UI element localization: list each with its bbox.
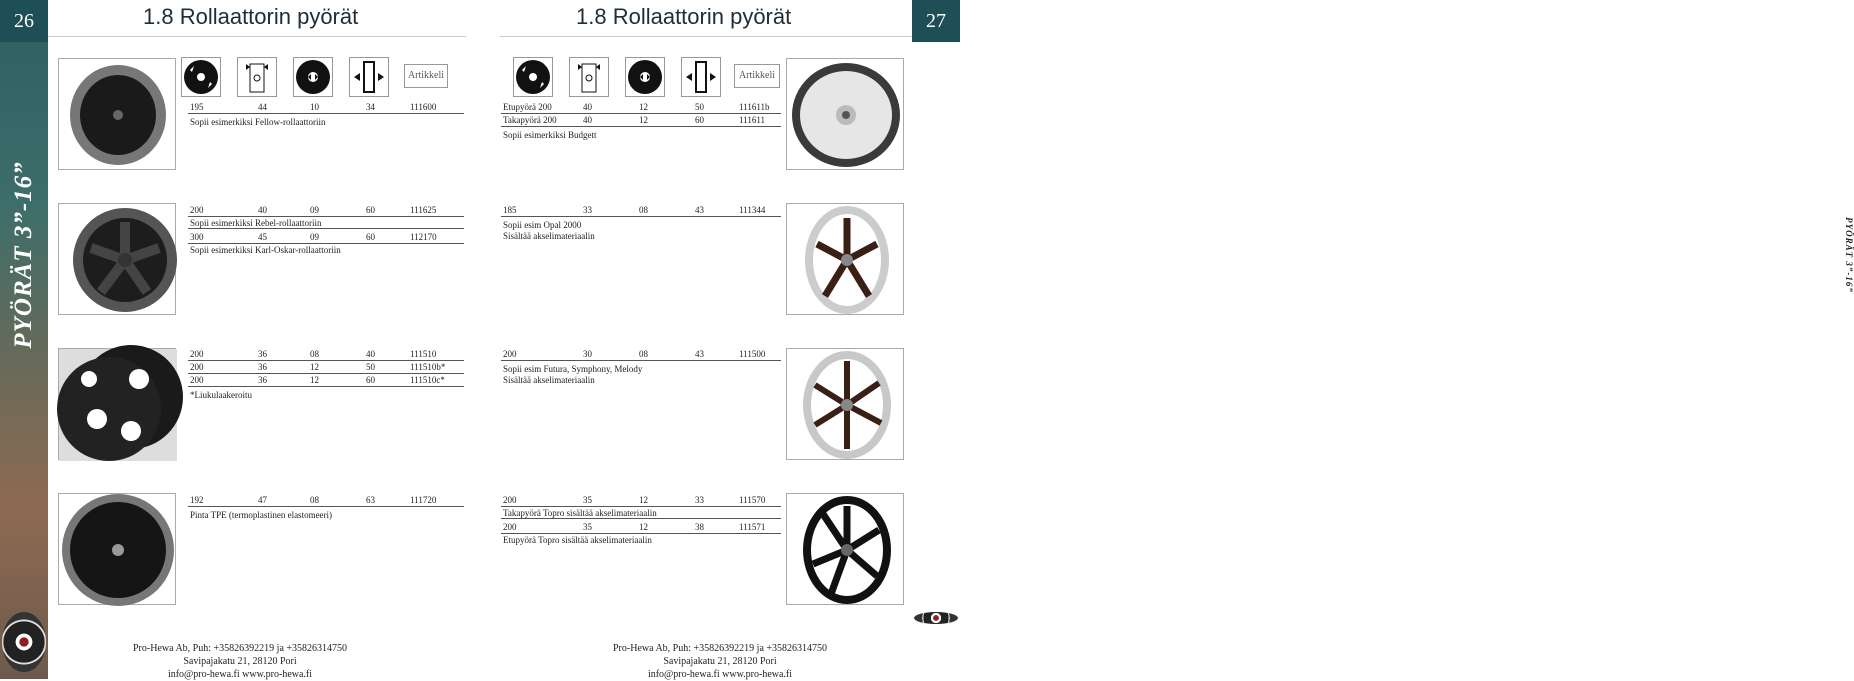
spec-cell: 12 [639, 522, 648, 532]
wheel-diameter-icon [181, 57, 221, 97]
spec-cell: 33 [583, 205, 592, 215]
spec-cell: 36 [258, 375, 267, 385]
spec-cell: 12 [310, 375, 319, 385]
spec-cell: 36 [258, 362, 267, 372]
right-side-label: PYÖRÄT 3”-16” [1844, 217, 1854, 293]
spec-row [501, 349, 781, 361]
right-footer-line: Pro-Hewa Ab, Puh: +35826392219 ja +35826314750 [612, 643, 828, 654]
wheel-photo-111720 [58, 493, 176, 605]
spec-cell: 38 [695, 522, 704, 532]
spec-cell: 35 [583, 522, 592, 532]
spec-row [188, 232, 464, 244]
spec-cell: 111500 [739, 349, 766, 359]
spec-cell: 111510 [410, 349, 437, 359]
spec-cell: 200 [190, 375, 204, 385]
spec-cell: Takapyörä 200 [503, 115, 557, 125]
left-page-number: 26 [0, 0, 48, 42]
spec-row [501, 495, 781, 507]
left-page-title: 1.8 Rollaattorin pyörät [143, 4, 359, 29]
left-footer-line: info@pro-hewa.fi www.pro-hewa.fi [167, 669, 313, 680]
wheel-photo-111611 [786, 58, 904, 170]
left-footer [90, 642, 390, 681]
spec-note: Sopii esimerkiksi Karl-Oskar-rollaattoriin [190, 245, 341, 255]
spec-cell: 60 [366, 205, 375, 215]
spec-cell: 111510b* [410, 362, 446, 372]
spec-row [188, 362, 464, 374]
right-footer-line: info@pro-hewa.fi www.pro-hewa.fi [647, 669, 793, 680]
spec-cell: 36 [258, 349, 267, 359]
spec-cell: 60 [695, 115, 704, 125]
left-side-bar [0, 0, 48, 679]
spec-cell: 185 [503, 205, 517, 215]
spec-note: Takapyörä Topro sisältää akselimateriaalin [501, 508, 781, 519]
spec-cell: 40 [258, 205, 267, 215]
spec-cell: 200 [190, 205, 204, 215]
left-footer-line: Pro-Hewa Ab, Puh: +35826392219 ja +35826314750 [132, 643, 348, 654]
spec-cell: 12 [310, 362, 319, 372]
spec-cell: 34 [366, 102, 375, 112]
spec-cell: 45 [258, 232, 267, 242]
axle-diameter-icon [625, 57, 665, 97]
spec-cell: 200 [190, 362, 204, 372]
spec-cell: Etupyörä 200 [503, 102, 552, 112]
spec-row [501, 102, 781, 114]
spec-cell: 30 [583, 349, 592, 359]
spec-cell: 300 [190, 232, 204, 242]
spec-cell: 63 [366, 495, 375, 505]
spec-cell: 111344 [739, 205, 766, 215]
spec-cell: 43 [695, 205, 704, 215]
spec-note: Sisältää akselimateriaalin [503, 375, 595, 385]
wheel-photo-111570 [786, 493, 904, 605]
spec-row [501, 522, 781, 534]
spec-cell: 192 [190, 495, 204, 505]
wheel-photo-111500 [786, 348, 904, 460]
spec-cell: 10 [310, 102, 319, 112]
spec-cell: 08 [310, 495, 319, 505]
spec-cell: 60 [366, 232, 375, 242]
spec-cell: 43 [695, 349, 704, 359]
spec-cell: 111625 [410, 205, 437, 215]
spec-cell: 33 [695, 495, 704, 505]
spec-row [188, 375, 464, 387]
right-footer-line: Savipajakatu 21, 28120 Pori [663, 656, 777, 667]
left-side-label: PYÖRÄT 3”-16” [10, 161, 37, 349]
spec-cell: 44 [258, 102, 267, 112]
spec-note: Sopii esimerkiksi Rebel-rollaattoriin [188, 218, 464, 229]
spec-cell: 09 [310, 205, 319, 215]
spec-note: Sopii esimerkiksi Budgett [503, 130, 597, 140]
left-logo [2, 612, 46, 672]
right-page-title: 1.8 Rollaattorin pyörät [576, 4, 792, 29]
spec-cell: 111611b [739, 102, 770, 112]
spec-cell: 35 [583, 495, 592, 505]
spec-cell: 50 [366, 362, 375, 372]
spec-cell: 200 [503, 495, 517, 505]
spec-cell: 111571 [739, 522, 766, 532]
right-footer [570, 642, 870, 681]
spec-note: Sopii esimerkiksi Fellow-rollaattoriin [190, 117, 326, 127]
wheel-photo-111510 [58, 348, 176, 460]
hub-length-icon [349, 57, 389, 97]
spec-cell: 50 [695, 102, 704, 112]
left-title-rule [48, 36, 466, 37]
wheel-diameter-icon [513, 57, 553, 97]
spec-cell: 111720 [410, 495, 437, 505]
spec-cell: 47 [258, 495, 267, 505]
wheel-photo-111600 [58, 58, 176, 170]
spec-note: Sisältää akselimateriaalin [503, 231, 595, 241]
spec-row [501, 115, 781, 127]
wheel-width-icon [237, 57, 277, 97]
right-title-rule [500, 36, 912, 37]
spec-note: Etupyörä Topro sisältää akselimateriaalin [503, 535, 652, 545]
spec-note: *Liukulaakeroitu [190, 390, 252, 400]
spec-cell: 12 [639, 115, 648, 125]
spec-cell: 200 [503, 349, 517, 359]
left-artikkeli-header: Artikkeli [404, 64, 448, 88]
spec-cell: 112170 [410, 232, 437, 242]
right-logo [914, 612, 958, 624]
spec-row [188, 349, 464, 361]
wheel-photo-111625 [58, 203, 176, 315]
spec-cell: 200 [503, 522, 517, 532]
spec-cell: 111510c* [410, 375, 445, 385]
right-artikkeli-header: Artikkeli [734, 64, 780, 88]
spec-cell: 12 [639, 495, 648, 505]
spec-cell: 08 [639, 349, 648, 359]
spec-cell: 111570 [739, 495, 766, 505]
hub-length-icon [681, 57, 721, 97]
spec-row [501, 205, 781, 217]
spec-cell: 200 [190, 349, 204, 359]
spec-note: Pinta TPE (termoplastinen elastomeeri) [190, 510, 333, 520]
wheel-width-icon [569, 57, 609, 97]
spec-cell: 08 [639, 205, 648, 215]
right-side-bar [912, 0, 1854, 293]
spec-note: Sopii esim Futura, Symphony, Melody [503, 364, 643, 374]
spec-cell: 09 [310, 232, 319, 242]
spec-cell: 40 [583, 102, 592, 112]
spec-note: Sopii esim Opal 2000 [503, 220, 582, 230]
spec-row [188, 102, 464, 114]
spec-cell: 12 [639, 102, 648, 112]
spec-cell: 40 [366, 349, 375, 359]
axle-diameter-icon [293, 57, 333, 97]
spec-row [188, 205, 464, 217]
spec-cell: 111600 [410, 102, 437, 112]
wheel-photo-111344 [786, 203, 904, 315]
spec-cell: 40 [583, 115, 592, 125]
spec-cell: 195 [190, 102, 204, 112]
spec-cell: 111611 [739, 115, 765, 125]
spec-cell: 08 [310, 349, 319, 359]
spec-row [188, 495, 464, 507]
spec-cell: 60 [366, 375, 375, 385]
left-footer-line: Savipajakatu 21, 28120 Pori [183, 656, 297, 667]
right-page-number: 27 [912, 0, 960, 42]
